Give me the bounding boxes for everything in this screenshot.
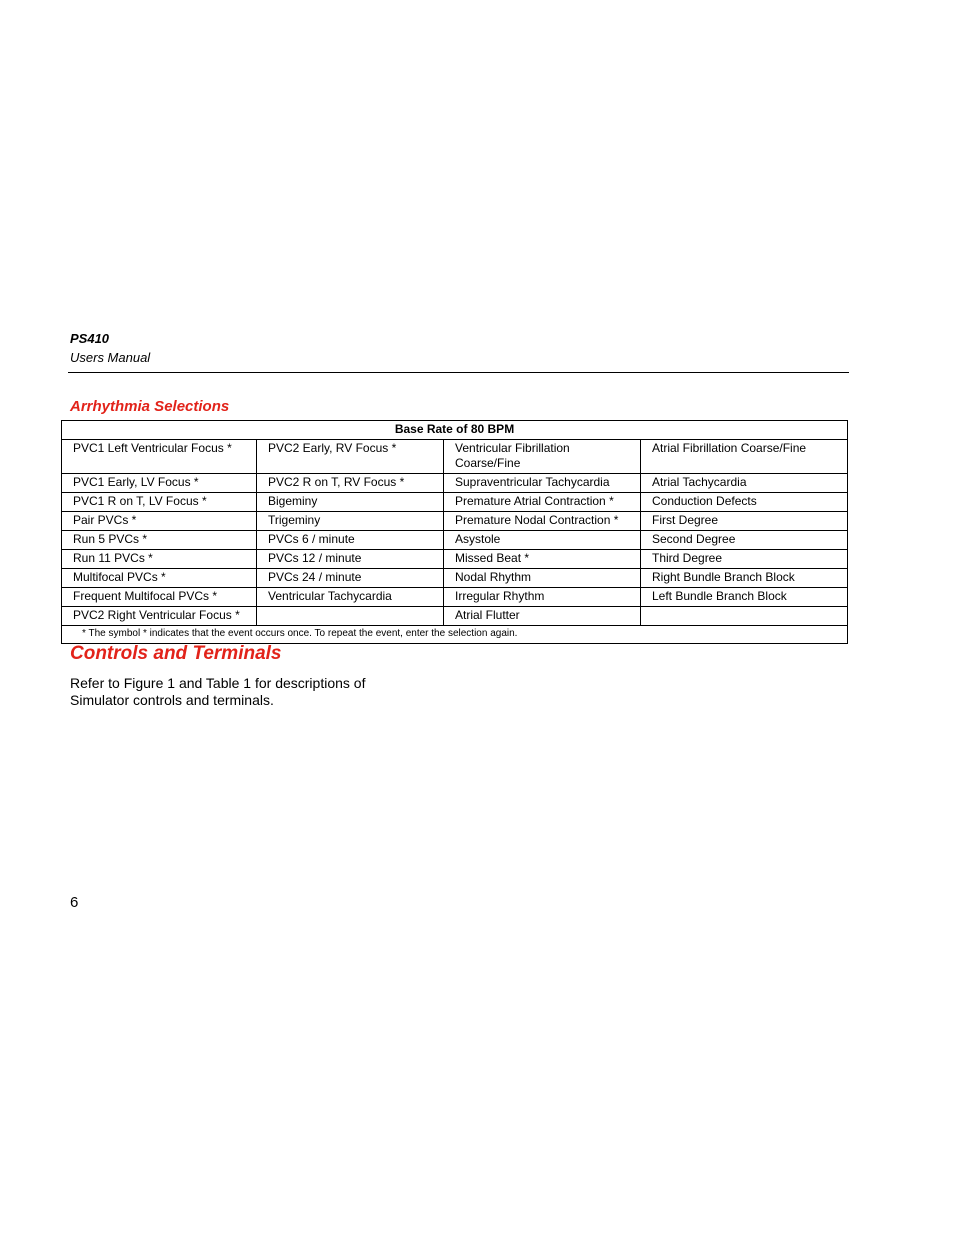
table-cell: PVC2 Early, RV Focus * [257,440,444,474]
controls-paragraph: Refer to Figure 1 and Table 1 for descriptions of Simulator controls and terminals. [70,675,366,708]
manual-subtitle: Users Manual [70,350,151,365]
table-cell: Atrial Fibrillation Coarse/Fine [641,440,848,474]
table-cell: PVC1 Left Ventricular Focus * [62,440,257,474]
table-cell [641,607,848,626]
page-number: 6 [70,894,79,911]
header-divider [68,372,849,373]
table-cell: Trigeminy [257,512,444,531]
table-cell [257,607,444,626]
table-cell: Run 11 PVCs * [62,550,257,569]
arrhythmia-heading: Arrhythmia Selections [70,398,230,415]
table-cell: PVC2 R on T, RV Focus * [257,474,444,493]
table-cell: Irregular Rhythm [444,588,641,607]
table-footnote-row [62,626,848,644]
table-cell: First Degree [641,512,848,531]
table-cell: Asystole [444,531,641,550]
table-cell: Third Degree [641,550,848,569]
table-footnote: * The symbol * indicates that the event occurs once. To repeat the event, enter the selection again. [62,626,848,644]
table-cell: Nodal Rhythm [444,569,641,588]
table-cell: Second Degree [641,531,848,550]
table-cell: Ventricular Fibrillation Coarse/Fine [444,440,641,474]
table-cell: Frequent Multifocal PVCs * [62,588,257,607]
table-cell: Pair PVCs * [62,512,257,531]
table-cell: PVCs 24 / minute [257,569,444,588]
table-cell: Run 5 PVCs * [62,531,257,550]
manual-title: PS410 [70,331,110,346]
table-cell: Ventricular Tachycardia [257,588,444,607]
controls-heading: Controls and Terminals [70,643,282,664]
table-cell: PVC2 Right Ventricular Focus * [62,607,257,626]
table-cell: Atrial Flutter [444,607,641,626]
table-cell: Conduction Defects [641,493,848,512]
table-cell: Missed Beat * [444,550,641,569]
table-row [62,569,848,588]
table-row [62,493,848,512]
table-cell: PVC1 Early, LV Focus * [62,474,257,493]
table-row [62,531,848,550]
table-row [62,440,848,474]
arrhythmia-table [61,420,848,644]
table-cell: Premature Nodal Contraction * [444,512,641,531]
table-row [62,474,848,493]
table-cell: Premature Atrial Contraction * [444,493,641,512]
table-row [62,512,848,531]
table-cell: PVC1 R on T, LV Focus * [62,493,257,512]
table-title: Base Rate of 80 BPM [62,421,848,440]
table-row [62,607,848,626]
table-cell: Bigeminy [257,493,444,512]
table-cell: PVCs 12 / minute [257,550,444,569]
table-row [62,588,848,607]
table-cell: PVCs 6 / minute [257,531,444,550]
table-cell: Multifocal PVCs * [62,569,257,588]
table-cell: Atrial Tachycardia [641,474,848,493]
table-cell: Left Bundle Branch Block [641,588,848,607]
table-row [62,550,848,569]
table-cell: Supraventricular Tachycardia [444,474,641,493]
table-cell: Right Bundle Branch Block [641,569,848,588]
